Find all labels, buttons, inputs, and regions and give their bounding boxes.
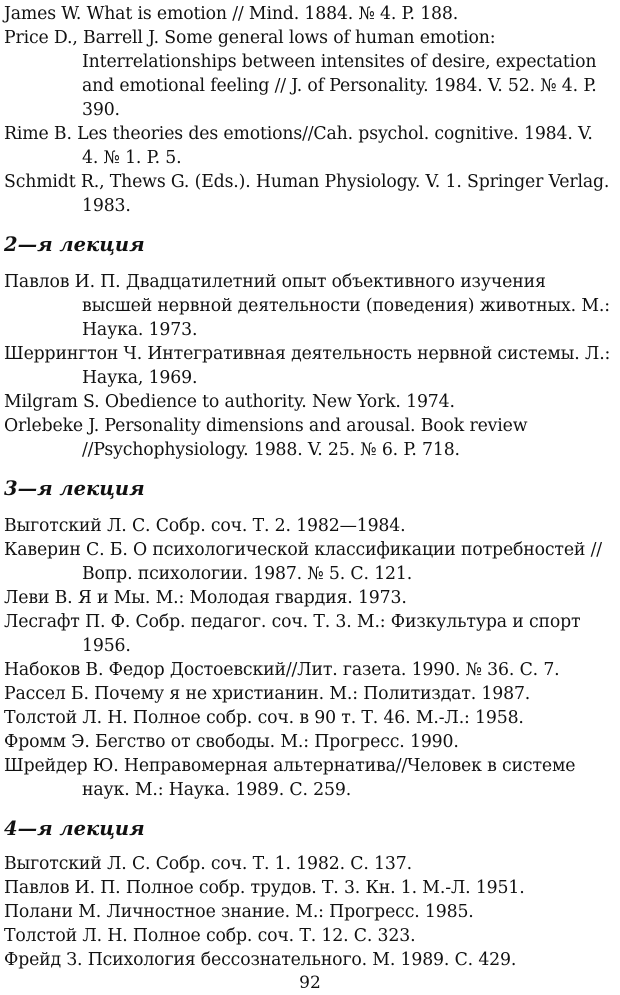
reference-entry: Толстой Л. Н. Полное собр. соч. в 90 т. Т. 46. М.-Л.: 1958. <box>4 708 524 728</box>
section-heading: 2—я лекция <box>4 233 145 256</box>
reference-entry: Павлов И. П. Полное собр. трудов. Т. 3. Кн. 1. М.-Л. 1951. <box>4 878 525 898</box>
section-heading: 4—я лекция <box>4 817 145 840</box>
reference-entry: Лесгафт П. Ф. Собр. педагог. соч. Т. 3. М.: Физкультура и спорт 1956. <box>4 612 581 656</box>
reference-entry: Фромм Э. Бегство от свободы. М.: Прогресс. 1990. <box>4 732 459 752</box>
reference-entry: Milgram S. Obedience to authority. New York. 1974. <box>4 392 455 412</box>
reference-entry: Rime B. Les theories des emotions//Cah. psychol. cognitive. 1984. V. 4. № 1. P. 5. <box>4 124 593 168</box>
reference-entry: Рассел Б. Почему я не христианин. М.: Политиздат. 1987. <box>4 684 531 704</box>
reference-entry: Павлов И. П. Двадцатилетний опыт объективного изучения высшей нервной деятельности (поведения) животных. М.: Наука. 1973. <box>4 272 610 340</box>
reference-entry: Набоков В. Федор Достоевский//Лит. газета. 1990. № 36. С. 7. <box>4 660 560 680</box>
reference-entry: Orlebeke J. Personality dimensions and arousal. Book review //Psychophysiology. 1988. V. 25. № 6. P. 718. <box>4 416 528 460</box>
reference-entry: Толстой Л. Н. Полное собр. соч. Т. 12. С. 323. <box>4 926 416 946</box>
reference-entry: Schmidt R., Thews G. (Eds.). Human Physiology. V. 1. Springer Verlag. 1983. <box>4 172 610 216</box>
reference-entry: Каверин С. Б. О психологической классификации потребностей //Вопр. психологии. 1987. № 5. С. 121. <box>4 540 602 584</box>
reference-entry: Фрейд З. Психология бессознательного. М. 1989. С. 429. <box>4 950 517 970</box>
reference-entry: Шрейдер Ю. Неправомерная альтернатива//Человек в системе наук. М.: Наука. 1989. С. 259. <box>4 756 576 800</box>
reference-entry: Price D., Barrell J. Some general lows of human emotion: Interrelationships between intensites of desire, expectation and emotional feeling // J. of Personality. 1984. V. 52. № 4. P. 390. <box>4 28 597 120</box>
page-number: 92 <box>299 973 321 993</box>
reference-entry: Полани М. Личностное знание. М.: Прогресс. 1985. <box>4 902 474 922</box>
reference-entry: Леви В. Я и Мы. М.: Молодая гвардия. 1973. <box>4 588 407 608</box>
reference-entry: James W. What is emotion // Mind. 1884. № 4. P. 188. <box>4 4 459 24</box>
section-heading: 3—я лекция <box>4 477 145 500</box>
reference-entry: Шеррингтон Ч. Интегративная деятельность нервной системы. Л.: Наука, 1969. <box>4 344 611 388</box>
reference-entry: Выготский Л. С. Собр. соч. Т. 2. 1982—1984. <box>4 516 406 536</box>
reference-entry: Выготский Л. С. Собр. соч. Т. 1. 1982. С. 137. <box>4 854 412 874</box>
